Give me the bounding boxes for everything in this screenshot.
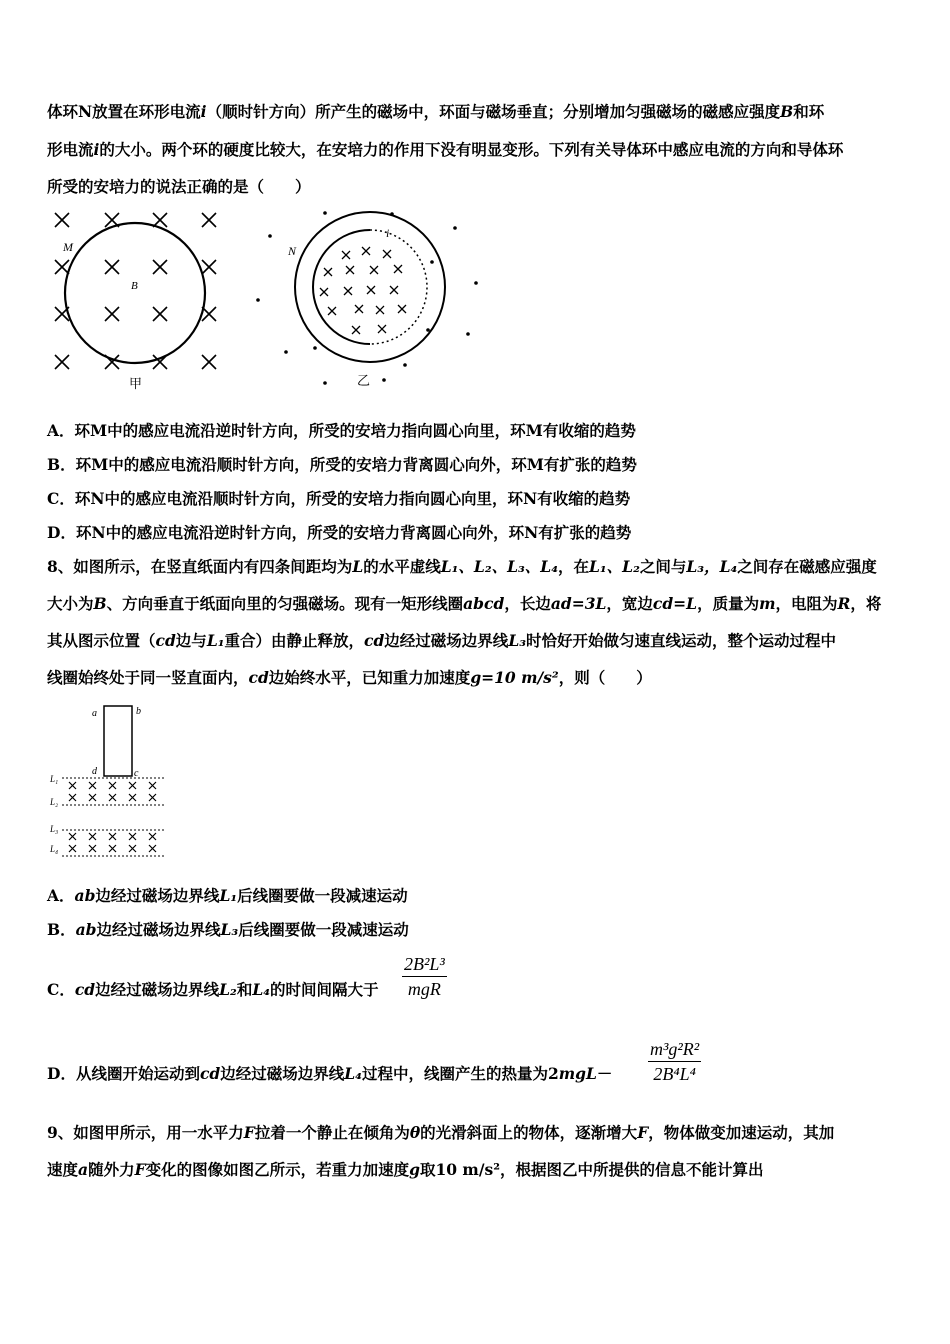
q9-stem-line-1: 9、如图甲所示，用一水平力F拉着一个静止在倾角为θ的光滑斜面上的物体，逐渐增大F，物体做变加速运动，其加 — [47, 1123, 835, 1142]
current-loop-dotted — [370, 230, 427, 344]
q7-stem-line-1: 体环N放置在环形电流i（顺时针方向）所产生的磁场中，环面与磁场垂直；分别增加匀强磁场的磁感应强度B和环 — [47, 102, 825, 121]
q7-stem-line-2: 形电流i的大小。两个环的硬度比较大，在安培力的作用下没有明显变形。下列有关导体环中感应电流的方向和导体环 — [47, 140, 844, 159]
label-l3: L₃ — [50, 824, 59, 834]
q7-option-d: D．环N中的感应电流沿逆时针方向，所受的安培力背离圆心向外，环N有扩张的趋势 — [47, 523, 632, 542]
q8-option-d: D．从线圈开始运动到cd边经过磁场边界线L₄过程中，线圈产生的热量为2mgL－ — [47, 1064, 613, 1083]
q8-stem-line-3: 其从图示位置（cd边与L₁重合）由静止释放，cd边经过磁场边界线L₃时恰好开始做匀速直线运动，整个运动过程中 — [47, 631, 837, 650]
q8-option-c: C．cd边经过磁场边界线L₂和L₄的时间间隔大于 — [47, 980, 379, 999]
field-b-label: B — [131, 280, 138, 292]
ring-n-label: N — [288, 244, 297, 258]
q7-option-c: C．环N中的感应电流沿顺时针方向，所受的安培力指向圆心向里，环N有收缩的趋势 — [47, 489, 631, 508]
q8-stem-line-2: 大小为B、方向垂直于纸面向里的匀强磁场。现有一矩形线圈abcd，长边ad=3L，宽边cd=L，质量为m，电阻为R，将 — [47, 594, 882, 613]
ring-m-label: M — [63, 240, 73, 254]
q7-option-a: A．环M中的感应电流沿逆时针方向，所受的安培力指向圆心向里，环M有收缩的趋势 — [47, 421, 636, 440]
q8-option-b: B．ab边经过磁场边界线L₃后线圈要做一段减速运动 — [47, 920, 409, 939]
label-l2: L₂ — [50, 797, 59, 807]
figure-jia-caption: 甲 — [129, 376, 143, 391]
q8-stem-line-4: 线圈始终处于同一竖直面内，cd边始终水平，已知重力加速度g=10 m/s²，则（ ） — [47, 668, 652, 687]
figure-jia — [45, 205, 235, 395]
boundary-lines — [62, 778, 166, 856]
label-d: d — [92, 766, 97, 777]
q8-option-a: A．ab边经过磁场边界线L₁后线圈要做一段减速运动 — [47, 886, 408, 905]
label-a: a — [92, 708, 97, 719]
q9-stem-line-2: 速度a随外力F变化的图像如图乙所示，若重力加速度g取10 m/s²，根据图乙中所提供的信息不能计算出 — [47, 1160, 764, 1179]
inner-crosses — [320, 247, 406, 334]
label-l4: L₄ — [50, 844, 59, 854]
q8-stem-line-1: 8、如图所示，在竖直纸面内有四条间距均为L的水平虚线L₁、L₂、L₃、L₄，在L₁、L₂之间与L₃，L₄之间存在磁感应强度 — [47, 557, 877, 576]
figure-yi — [250, 205, 490, 395]
coil-abcd — [104, 706, 132, 776]
q7-stem-line-3: 所受的安培力的说法正确的是（ ） — [47, 177, 311, 196]
field-crosses-q8 — [69, 782, 156, 852]
figure-q8 — [48, 702, 178, 862]
q8-option-d-fraction: m³g²R² 2B⁴L⁴ — [650, 1039, 700, 1084]
current-i-label: i — [386, 226, 390, 240]
label-c: c — [134, 768, 139, 779]
label-b: b — [136, 706, 141, 717]
label-l1: L₁ — [50, 774, 59, 784]
current-loop — [313, 230, 370, 344]
ring-m — [65, 223, 205, 363]
q7-option-b: B．环M中的感应电流沿顺时针方向，所受的安培力背离圆心向外，环M有扩张的趋势 — [47, 455, 637, 474]
ring-n — [295, 212, 445, 362]
figure-yi-caption: 乙 — [357, 373, 371, 388]
q8-option-c-fraction: 2B²L³ mgR — [404, 954, 445, 999]
